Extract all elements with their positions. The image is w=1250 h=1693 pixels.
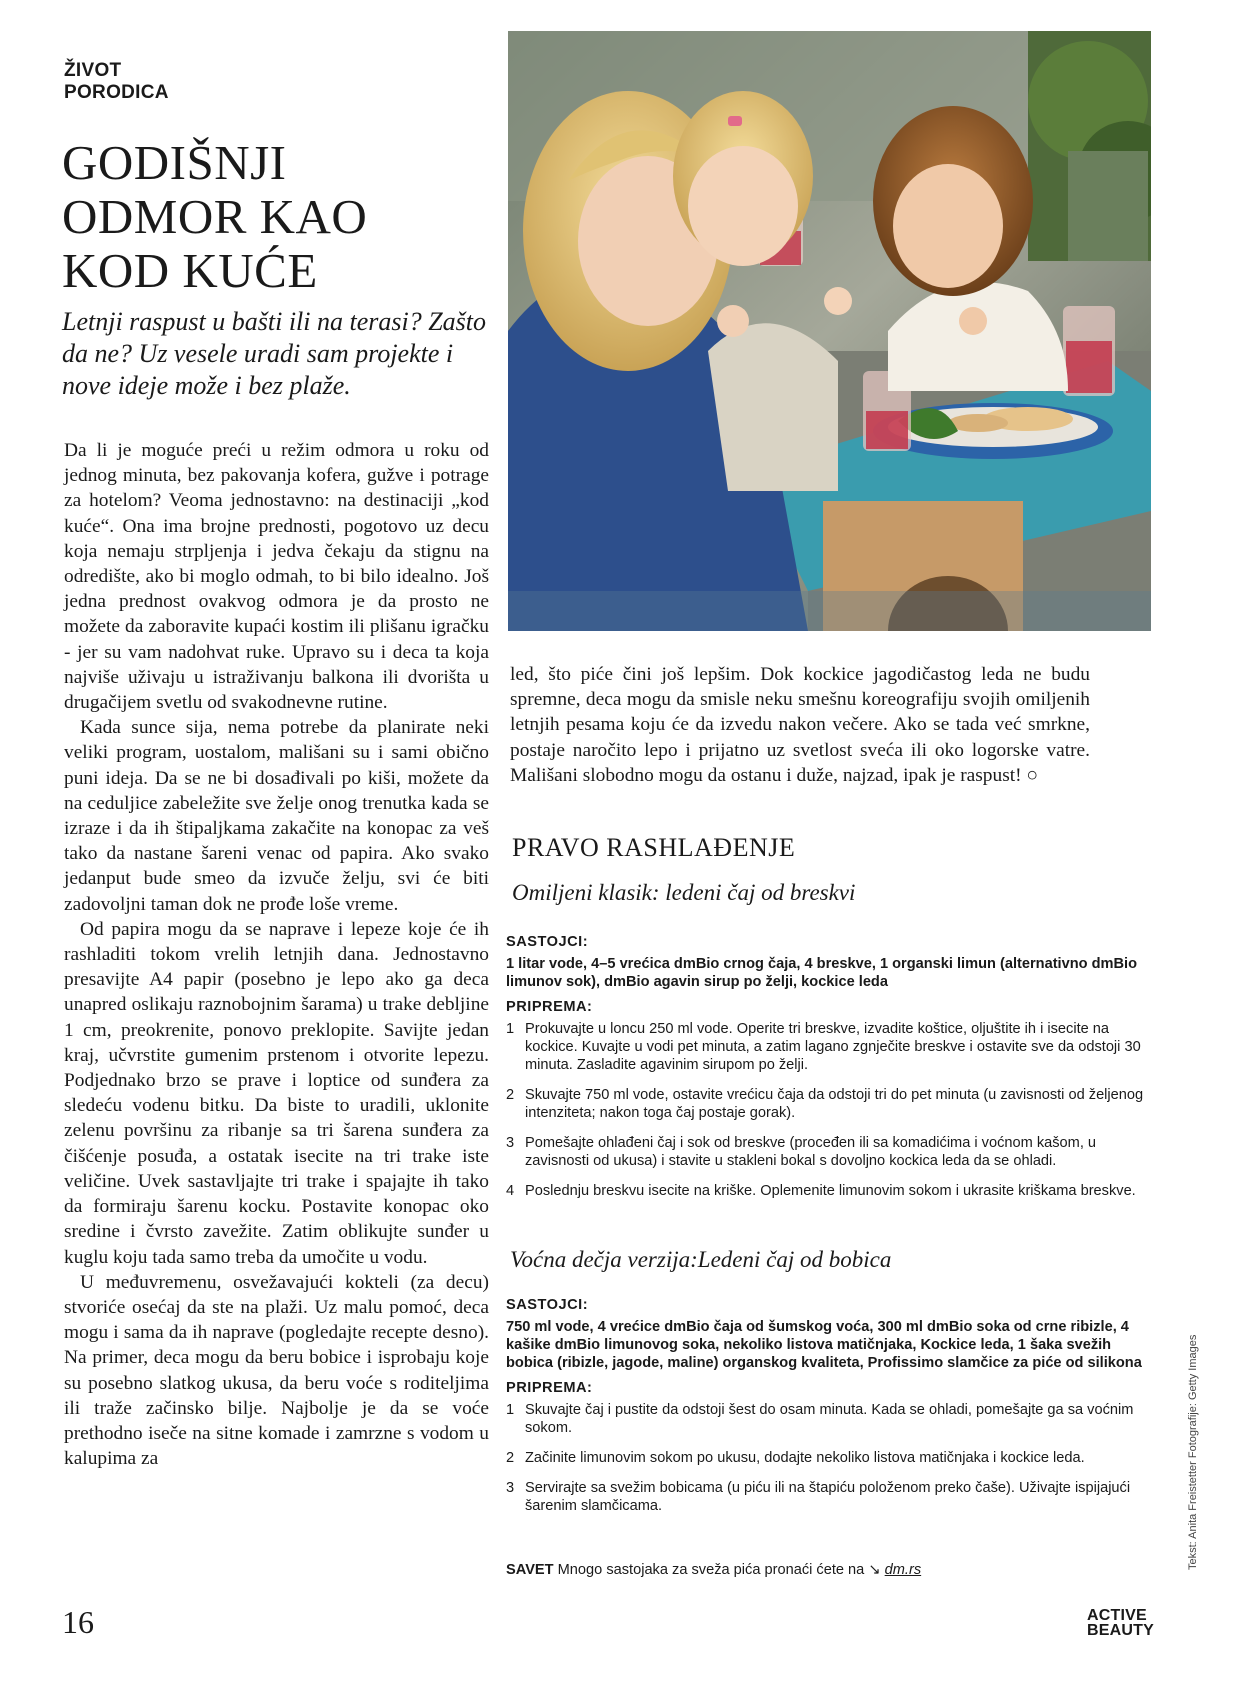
article-photo-children-drinking	[508, 31, 1151, 631]
step-number: 3	[506, 1135, 515, 1151]
page-number: 16	[62, 1604, 94, 1640]
photo-illustration	[508, 31, 1151, 631]
tip-label: SAVET	[506, 1562, 554, 1578]
section-label-line1: ŽIVOT	[64, 60, 122, 81]
step-text: Skuvajte 750 ml vode, ostavite vrećicu čaja da odstoji tri do pet minuta (u zavisnosti od željenog intenziteta; nakon toga čaj postaje gorak).	[525, 1087, 1144, 1121]
step-text: Prokuvajte u loncu 250 ml vode. Operite tri breskve, izvadite koštice, oljuštite ih i isecite na kockice. Kuvajte u vodi pet minuta, a zatim lagano zgnječite breskve i ostavite sve da odstoji 30 minuta. Zasladite agavinim sirupom po želji.	[525, 1021, 1141, 1073]
article-headline	[62, 136, 482, 298]
body-paragraph-2: Kada sunce sija, nema potrebe da planirate neki veliki program, uostalom, mališani su i sami obično puni ideja. Da se ne bi dosađivali po kiši, možete da na cedulјice zabeležite sve želje onog trenutka kada se izraze i da ih štipaljkama zakačite na konopac za veš tako da nastane šareni venac od papira. Ako svako jedanput bude smeo da izvuče želju, svi će biti zadovoljni taman dok ne prođe loše vreme.	[64, 717, 489, 915]
recipe-step	[506, 1479, 1146, 1515]
step-number: 3	[506, 1480, 515, 1496]
section-label	[64, 60, 169, 104]
recipe-2-block	[506, 1296, 1146, 1527]
tip-line	[506, 1561, 921, 1578]
article-lead: Letnji raspust u bašti ili na terasi? Zašto da ne? Uz vesele uradi sam projekte i nove ideje može i bez plaže.	[62, 307, 487, 400]
headline-line1: GODIŠNJI	[62, 135, 287, 190]
article-body-continuation: led, što piće čini još lepšim. Dok kockice jagodičastog leda ne budu spremne, deca mogu da smisle neku smešnu koreografiju svojih omiljenih letnjih pesama koju će da izvedu nakon večere. Ako se tada već smrkne, postaje naročito lepo i prijatno uz svetlost sveća ili oko logorske vatre. Mališani slobodno mogu da ostanu i duže, najzad, ipak je raspust! ○	[510, 664, 1090, 786]
step-text: Pomešajte ohlađeni čaj i sok od breskve (proceđen ili sa komadićima i voćnom kašom, u zavisnosti od ukusa) i stavite u stakleni bokal s dovoljno kockica leda da se ohladi.	[525, 1135, 1097, 1169]
step-number: 4	[506, 1183, 515, 1199]
step-text: Poslednju breskvu isecite na kriške. Oplemenite limunovim sokom i ukrasite kriškama breskve.	[525, 1183, 1136, 1199]
recipe-step	[506, 1020, 1146, 1074]
recipe-step	[506, 1401, 1146, 1437]
recipe-2-ingredients-label: SASTOJCI:	[506, 1297, 589, 1313]
tip-link[interactable]: dm.rs	[884, 1562, 922, 1578]
body-paragraph-3: Od papira mogu da se naprave i lepeze koje će ih rashladiti tokom vrelih letnjih dana. Jednostavno presavijte A4 papir (posebno je lepo ako ga deca unapred oslikaju raznobojnim šarama) u trake debljine 1 cm, preokrenite, ponovo preklopite. Savijte jedan kraj, učvrstite gumenim prstenom i otvorite lepezu. Podjednako brzo se prave i loptice od sunđera za sledeću vodenu bitku. Da biste to uradili, uklonite zelenu površinu za ribanje sa tri šarena sunđera za čišćenje posuđa, a ostatak isecite na tri trake iste veličine. Uvek sastavljajte tri trake i spajajte ih tako da formiraju šarenu kocku. Postavite konopac oko sredine i čvrsto zavežite. Zatim oblikujte sunđer u kuglu koju tada samo treba da umočite u vodu.	[64, 918, 489, 1268]
article-body-column	[64, 438, 489, 1471]
recipe-step	[506, 1449, 1146, 1467]
step-text: Začinite limunovim sokom po ukusu, dodajte nekoliko listova matičnjaka i kockice leda.	[525, 1450, 1085, 1466]
recipe-step	[506, 1182, 1146, 1200]
recipe-2-steps	[506, 1401, 1146, 1515]
section-label-line2: PORODICA	[64, 82, 169, 103]
headline-line2: ODMOR KAO	[62, 189, 368, 244]
recipe-step	[506, 1134, 1146, 1170]
magazine-logo	[1087, 1608, 1154, 1638]
body-paragraph-4: U međuvremenu, osvežavajući kokteli (za decu) stvoriće osećaj da ste na plaži. Uz malu pomoć, deca mogu i sama da ih naprave (pogledajte recepte desno). Na primer, deca mogu da beru bobice i isprobaju koje su posebno slatkog ukusa, da beru voće s roditeljima ili traže začinsko bilje. Najbolje je da se voće prethodno iseče na sitne komade i zamrzne s vodom u kalupima za	[64, 1271, 489, 1470]
magazine-logo-line1: ACTIVE	[1087, 1607, 1147, 1624]
tip-text: Mnogo sastojaka za sveža pića pronaći ćete na	[557, 1562, 865, 1578]
recipe-1-steps	[506, 1020, 1146, 1200]
magazine-logo-line2: BEAUTY	[1087, 1622, 1154, 1639]
step-number: 1	[506, 1021, 515, 1037]
recipe-step	[506, 1086, 1146, 1122]
headline-line3: KOD KUĆE	[62, 243, 318, 298]
recipe-2-ingredients: 750 ml vode, 4 vrećice dmBio čaja od šumskog voća, 300 ml dmBio soka od crne ribizle, 4 kašike dmBio limunovog soka, nekoliko listova matičnjaka, Kockice leda, 1 šaka svežih bobica (ribizle, jagode, maline) organskog kvaliteta, Profissimo slamčice za piće od silikona	[506, 1319, 1142, 1371]
recipe-1-prep-label: PRIPREMA:	[506, 999, 593, 1015]
step-number: 1	[506, 1402, 515, 1418]
recipe-1-ingredients: 1 litar vode, 4–5 vrećica dmBio crnog čaja, 4 breskve, 1 organski limun (alternativno dmBio limunov sok), dmBio agavin sirup po želji, kockice leda	[506, 956, 1138, 990]
recipes-title: PRAVO RASHLAĐENJE	[512, 833, 796, 862]
recipe-1-block	[506, 933, 1146, 1212]
photo-credits: Tekst: Anita Freistetter Fotografije: Getty Images	[1187, 1334, 1199, 1570]
recipe-1-ingredients-label: SASTOJCI:	[506, 934, 589, 950]
step-text: Skuvajte čaj i pustite da odstoji šest do osam minuta. Kada se ohladi, pomešajte ga sa voćnim sokom.	[525, 1402, 1134, 1436]
body-paragraph-1: Da li je moguće preći u režim odmora u roku od jednog minuta, bez pakovanja kofera, gužve i potrage za hotelom? Veoma jednostavno: na destinaciji „kod kuće“. Ona ima brojne prednosti, pogotovo uz decu koja nemaju strpljenja i jedva čekaju da stignu na odredište, ako bi moglo odmah, to bi bilo idealno. Još jedna prednost ovakvog odmora je da prosto ne možete da zaboravite kupaći kostim ili plišanu igračku - jer su vam nadohvat ruke. Upravo su i deca ta koja najviše uživaju u istraživanju balkona ili dvorišta u drugačijem svetlu od svakodnevne rutine.	[64, 440, 489, 714]
step-text: Servirajte sa svežim bobicama (u piću ili na štapiću položenom preko čaše). Uživajte ispijajući šarenim slamčicama.	[525, 1480, 1131, 1514]
arrow-icon: ↘	[868, 1562, 881, 1578]
step-number: 2	[506, 1087, 515, 1103]
recipe-2-title: Voćna dečja verzija:Ledeni čaj od bobica	[510, 1247, 892, 1272]
recipe-2-prep-label: PRIPREMA:	[506, 1380, 593, 1396]
recipe-1-title: Omiljeni klasik: ledeni čaj od breskvi	[512, 880, 856, 905]
step-number: 2	[506, 1450, 515, 1466]
